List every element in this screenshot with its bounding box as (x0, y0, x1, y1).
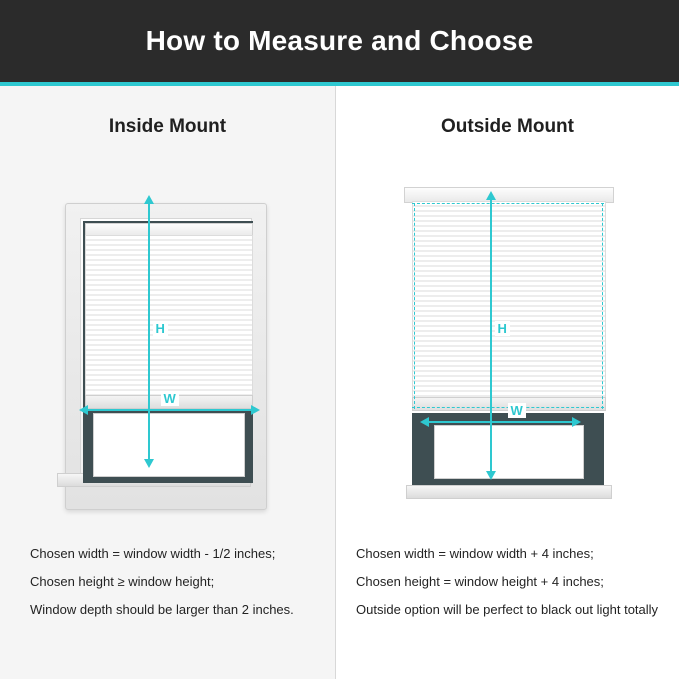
height-arrow-bottom (486, 471, 496, 480)
height-measure-line (148, 203, 150, 461)
window-sill (406, 485, 612, 499)
inside-mount-panel (0, 86, 335, 679)
height-arrow-top (486, 191, 496, 200)
inside-mount-stage (53, 181, 283, 521)
chosen-size-outline-right (602, 203, 603, 409)
width-label: W (161, 391, 179, 406)
note-line: Chosen width = window width - 1/2 inches; (30, 546, 276, 561)
outside-mount-illustration (336, 181, 679, 531)
content-area (0, 86, 679, 679)
note-line: Chosen height ≥ window height; (30, 574, 215, 589)
chosen-size-outline-left (414, 203, 415, 409)
inside-mount-notes (0, 540, 335, 624)
page-title: How to Measure and Choose (145, 25, 534, 56)
outside-mount-title: Outside Mount (441, 116, 574, 137)
height-label: H (495, 321, 510, 336)
inside-mount-title: Inside Mount (108, 116, 227, 137)
outside-mount-stage (398, 181, 618, 521)
note-line: Chosen height = window height + 4 inches; (356, 574, 604, 589)
outside-mount-notes (336, 540, 679, 624)
height-label: H (153, 321, 168, 336)
shade-fabric (412, 201, 606, 399)
width-measure-line (87, 409, 253, 411)
window-opening (434, 425, 584, 479)
chosen-size-outline-top (412, 203, 604, 204)
shade-fabric (85, 235, 253, 397)
width-measure-line (428, 421, 574, 423)
width-arrow-left (79, 405, 88, 415)
height-arrow-bottom (144, 459, 154, 468)
outside-mount-panel (335, 86, 679, 679)
width-arrow-right (572, 417, 581, 427)
note-line: Chosen width = window width + 4 inches; (356, 546, 594, 561)
note-line: Outside option will be perfect to black out light totally (356, 602, 659, 617)
width-arrow-right (251, 405, 260, 415)
width-label: W (508, 403, 526, 418)
height-measure-line (490, 199, 492, 473)
height-arrow-top (144, 195, 154, 204)
width-arrow-left (420, 417, 429, 427)
window-opening (93, 413, 245, 477)
inside-mount-illustration (0, 181, 335, 531)
note-line: Window depth should be larger than 2 inches. (30, 602, 294, 617)
header-banner (0, 0, 679, 82)
